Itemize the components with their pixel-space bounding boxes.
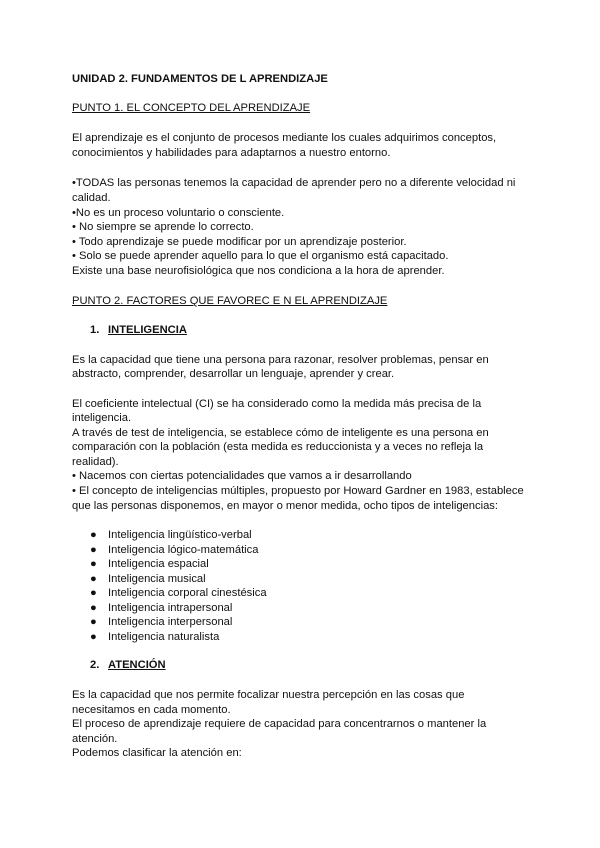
paragraph-line: • Todo aprendizaje se puede modificar por un aprendizaje posterior. bbox=[72, 236, 407, 248]
paragraph-line: necesitamos en cada momento. bbox=[72, 704, 231, 716]
paragraph-line: El proceso de aprendizaje requiere de capacidad para concentrarnos o mantener la bbox=[72, 718, 487, 730]
bullet-icon: ● bbox=[90, 573, 97, 585]
bullet-icon: ● bbox=[90, 544, 97, 556]
paragraph-line: Es la capacidad que nos permite focalizar nuestra percepción en las cosas que bbox=[72, 689, 465, 701]
bullet-icon: ● bbox=[90, 631, 97, 643]
paragraph-line: abstracto, comprender, desarrollar un lenguaje, aprender y crear. bbox=[72, 368, 395, 380]
subsection-title-inteligencia: INTELIGENCIA bbox=[108, 324, 187, 336]
list-item: Inteligencia naturalista bbox=[108, 631, 220, 643]
list-item: Inteligencia lingüístico-verbal bbox=[108, 529, 252, 541]
bullet-icon: ● bbox=[90, 558, 97, 570]
paragraph-line: • Nacemos con ciertas potencialidades que vamos a ir desarrollando bbox=[72, 470, 412, 482]
section-heading-punto-1: PUNTO 1. EL CONCEPTO DEL APRENDIZAJE bbox=[72, 102, 311, 114]
paragraph-line: atención. bbox=[72, 733, 118, 745]
paragraph-line: •No es un proceso voluntario o consciente. bbox=[72, 207, 285, 219]
paragraph-line: •TODAS las personas tenemos la capacidad de aprender pero no a diferente velocidad ni bbox=[72, 177, 516, 189]
bullet-icon: ● bbox=[90, 529, 97, 541]
list-item: Inteligencia espacial bbox=[108, 558, 209, 570]
paragraph-line: Podemos clasificar la atención en: bbox=[72, 747, 242, 759]
paragraph-line: Existe una base neurofisiológica que nos condiciona a la hora de aprender. bbox=[72, 265, 445, 277]
bullet-icon: ● bbox=[90, 616, 97, 628]
subsection-number: 2. bbox=[90, 659, 100, 671]
paragraph-line: calidad. bbox=[72, 192, 111, 204]
paragraph-line: Es la capacidad que tiene una persona para razonar, resolver problemas, pensar en bbox=[72, 354, 489, 366]
paragraph-line: • El concepto de inteligencias múltiples, propuesto por Howard Gardner en 1983, establece bbox=[72, 485, 524, 497]
subsection-title-atencion: ATENCIÓN bbox=[108, 659, 166, 671]
section-heading-punto-2: PUNTO 2. FACTORES QUE FAVOREC E N EL APRENDIZAJE bbox=[72, 295, 388, 307]
bullet-icon: ● bbox=[90, 602, 97, 614]
paragraph-line: que las personas disponemos, en mayor o menor medida, ocho tipos de inteligencias: bbox=[72, 500, 498, 512]
list-item: Inteligencia lógico-matemática bbox=[108, 544, 259, 556]
list-item: Inteligencia musical bbox=[108, 573, 206, 585]
document-title: UNIDAD 2. FUNDAMENTOS DE L APRENDIZAJE bbox=[72, 73, 328, 85]
paragraph-line: realidad). bbox=[72, 456, 119, 468]
subsection-number: 1. bbox=[90, 324, 100, 336]
paragraph-line: El aprendizaje es el conjunto de procesos mediante los cuales adquirimos conceptos, bbox=[72, 132, 497, 144]
paragraph-line: A través de test de inteligencia, se establece cómo de inteligente es una persona en bbox=[72, 427, 489, 439]
bullet-icon: ● bbox=[90, 587, 97, 599]
list-item: Inteligencia intrapersonal bbox=[108, 602, 233, 614]
paragraph-line: • No siempre se aprende lo correcto. bbox=[72, 221, 254, 233]
paragraph-line: • Solo se puede aprender aquello para lo que el organismo está capacitado. bbox=[72, 250, 449, 262]
list-item: Inteligencia interpersonal bbox=[108, 616, 233, 628]
paragraph-line: inteligencia. bbox=[72, 412, 132, 424]
list-item: Inteligencia corporal cinestésica bbox=[108, 587, 267, 599]
paragraph-line: conocimientos y habilidades para adaptarnos a nuestro entorno. bbox=[72, 147, 391, 159]
paragraph-line: comparación con la población (esta medida es reduccionista y a veces no refleja la bbox=[72, 441, 484, 453]
paragraph-line: El coeficiente intelectual (CI) se ha considerado como la medida más precisa de la bbox=[72, 398, 482, 410]
